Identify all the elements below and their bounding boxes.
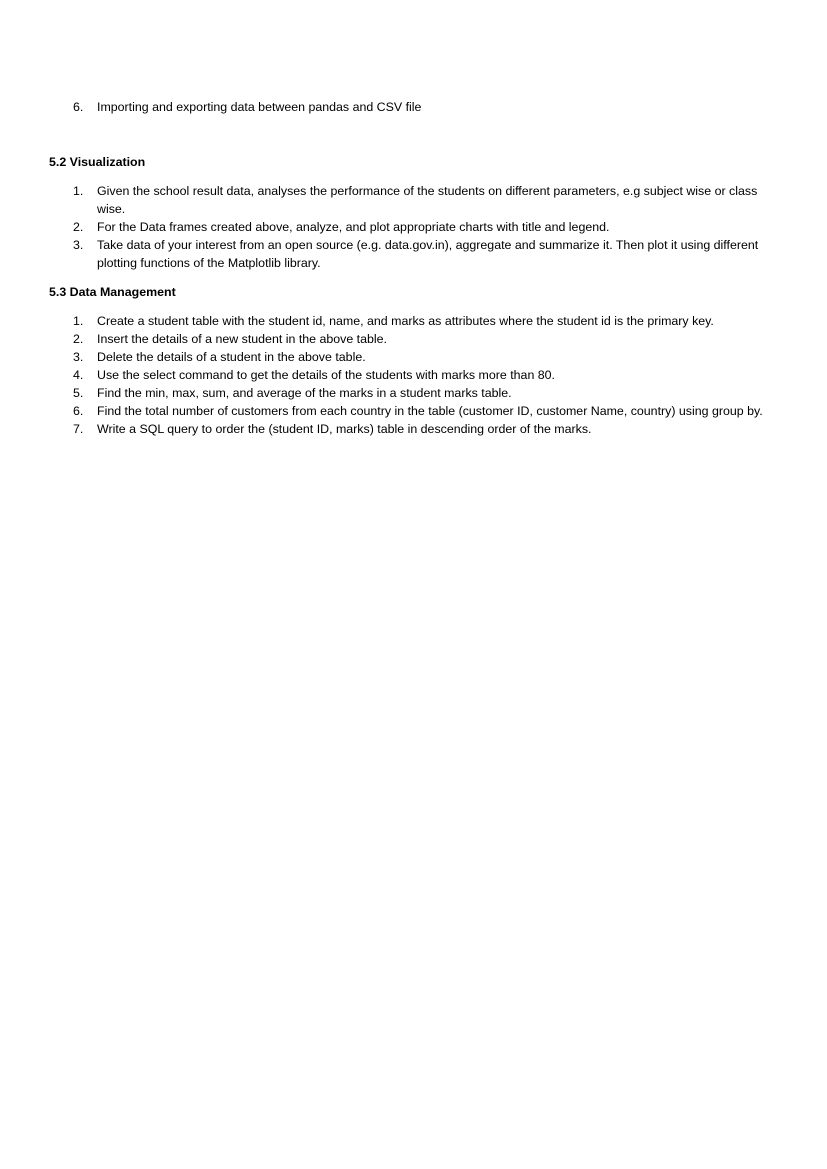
list-item	[0, 98, 827, 116]
data-management-list	[0, 312, 827, 438]
list-item-number: 3.	[73, 350, 84, 364]
practical-list-continued	[0, 98, 827, 116]
list-item	[0, 236, 827, 272]
list-item	[0, 182, 827, 218]
list-item-text: Given the school result data, analyses the performance of the students on different parameters, e.g subject wise or class wise.	[97, 184, 758, 216]
list-item-number: 2.	[73, 220, 84, 234]
list-item-text: Write a SQL query to order the (student ID, marks) table in descending order of the marks.	[97, 422, 592, 436]
list-item-text: Delete the details of a student in the above table.	[97, 350, 366, 364]
list-item-number: 1.	[73, 184, 84, 198]
list-item	[0, 384, 827, 402]
list-item-text: For the Data frames created above, analyze, and plot appropriate charts with title and legend.	[97, 220, 610, 234]
list-item-number: 3.	[73, 238, 84, 252]
list-item-number: 2.	[73, 332, 84, 346]
list-item-text: Use the select command to get the details of the students with marks more than 80.	[97, 368, 555, 382]
list-item-text: Importing and exporting data between pandas and CSV file	[97, 100, 422, 114]
list-item-number: 1.	[73, 314, 84, 328]
section-heading-data-management: 5.3 Data Management	[49, 285, 176, 299]
list-item	[0, 402, 827, 420]
list-item-text: Take data of your interest from an open source (e.g. data.gov.in), aggregate and summarize it. Then plot it using different plotting functions of the Matplotlib library.	[97, 238, 759, 270]
visualization-list	[0, 182, 827, 272]
list-item-number: 6.	[73, 404, 84, 418]
list-item-text: Create a student table with the student id, name, and marks as attributes where the student id is the primary key.	[97, 314, 714, 328]
list-item	[0, 330, 827, 348]
list-item-text: Insert the details of a new student in the above table.	[97, 332, 387, 346]
list-item-text: Find the total number of customers from each country in the table (customer ID, customer Name, country) using group by.	[97, 404, 763, 418]
list-item-number: 4.	[73, 368, 84, 382]
section-heading-visualization: 5.2 Visualization	[49, 155, 146, 169]
list-item-number: 6.	[73, 100, 84, 114]
list-item	[0, 218, 827, 236]
list-item	[0, 420, 827, 438]
list-item	[0, 348, 827, 366]
list-item	[0, 312, 827, 330]
list-item	[0, 366, 827, 384]
list-item-number: 7.	[73, 422, 84, 436]
list-item-number: 5.	[73, 386, 84, 400]
list-item-text: Find the min, max, sum, and average of the marks in a student marks table.	[97, 386, 512, 400]
